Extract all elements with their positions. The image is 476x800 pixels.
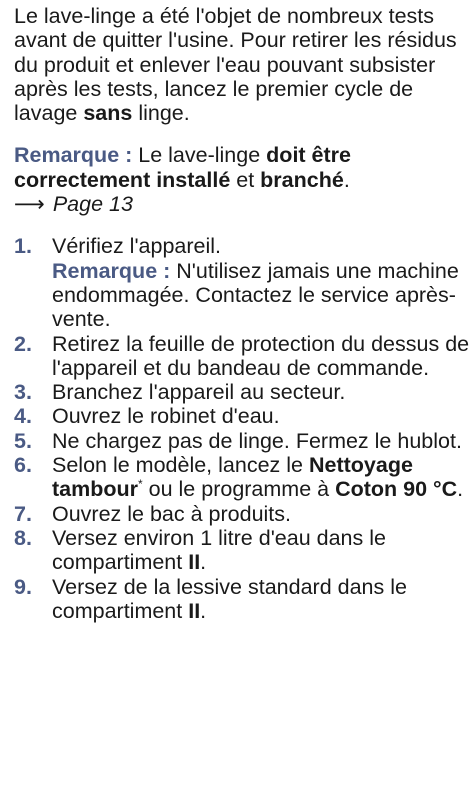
step-text xyxy=(52,453,463,501)
list-item xyxy=(14,234,470,331)
note-label: Remarque : xyxy=(14,143,133,168)
step-text: Ouvrez le bac à produits. xyxy=(52,501,292,526)
list-item xyxy=(14,380,470,404)
step-number: 7. xyxy=(14,501,32,526)
step-text: Ouvrez le robinet d'eau. xyxy=(52,404,280,429)
step-text: Retirez la feuille de protection du dessus de l'appareil et du bandeau de commande. xyxy=(52,331,470,380)
list-item xyxy=(14,332,470,381)
intro-end-text: linge. xyxy=(132,101,190,126)
step-text: Branchez l'appareil au secteur. xyxy=(52,380,346,405)
step-text-part: Versez environ 1 litre d'eau dans le compartiment xyxy=(52,525,386,575)
list-item xyxy=(14,575,470,624)
step-text xyxy=(52,575,407,623)
step-number: 4. xyxy=(14,404,32,429)
step-number: 6. xyxy=(14,453,32,478)
step-text-part: . xyxy=(200,550,207,575)
step-number: 1. xyxy=(14,234,32,259)
note-text-2: et xyxy=(230,167,261,192)
note-text-3: . xyxy=(343,167,350,192)
program-cotton-90: Coton 90 °C xyxy=(335,477,458,502)
list-item xyxy=(14,526,470,575)
list-item xyxy=(14,502,470,526)
step-number: 3. xyxy=(14,380,32,405)
step-note xyxy=(52,259,470,332)
intro-paragraph xyxy=(14,4,470,125)
program-drum-cleaning: Nettoyage tambour xyxy=(52,453,413,502)
step-text-part: . xyxy=(457,477,464,502)
installation-note-text xyxy=(14,143,470,192)
step-note-text: N'utilisez jamais une machine endommagée. Contactez le service après-vente. xyxy=(52,258,459,332)
intro-bold-sans: sans xyxy=(83,101,133,126)
compartment-label: II xyxy=(188,598,201,623)
intro-text: Le lave-linge a été l'objet de nombreux tests avant de quitter l'usine. Pour retirer les résidus du produit et enlever l'eau pouvant subsister après les tests, lancez le premier cycle de lavage xyxy=(14,4,457,126)
compartment-label: II xyxy=(188,550,201,575)
list-item xyxy=(14,429,470,453)
step-number: 9. xyxy=(14,574,32,599)
note-bold-connected: branché xyxy=(260,167,344,192)
step-text-part: . xyxy=(200,598,207,623)
step-text-part: Versez de la lessive standard dans le compartiment xyxy=(52,574,407,623)
page-reference-link[interactable]: Page 13 xyxy=(52,192,133,217)
footnote-marker: * xyxy=(138,477,143,492)
step-number: 8. xyxy=(14,525,32,550)
steps-list xyxy=(14,234,470,623)
note-bold-installed: doit être correctement installé xyxy=(14,143,351,192)
installation-note xyxy=(14,143,470,216)
step-text xyxy=(52,526,386,574)
arrow-right-icon: ⟶ xyxy=(14,192,45,217)
list-item xyxy=(14,404,470,428)
step-text-part: ou le programme à xyxy=(142,477,336,502)
list-item xyxy=(14,453,470,502)
page-reference xyxy=(14,192,470,216)
step-text-part: Selon le modèle, lancez le xyxy=(52,453,309,478)
step-text: Ne chargez pas de linge. Fermez le hublot. xyxy=(52,428,462,453)
step-note-label: Remarque : xyxy=(52,258,171,283)
note-text-1: Le lave-linge xyxy=(132,143,267,168)
step-text: Vérifiez l'appareil. xyxy=(52,234,222,259)
step-number: 2. xyxy=(14,331,32,356)
step-number: 5. xyxy=(14,428,32,453)
